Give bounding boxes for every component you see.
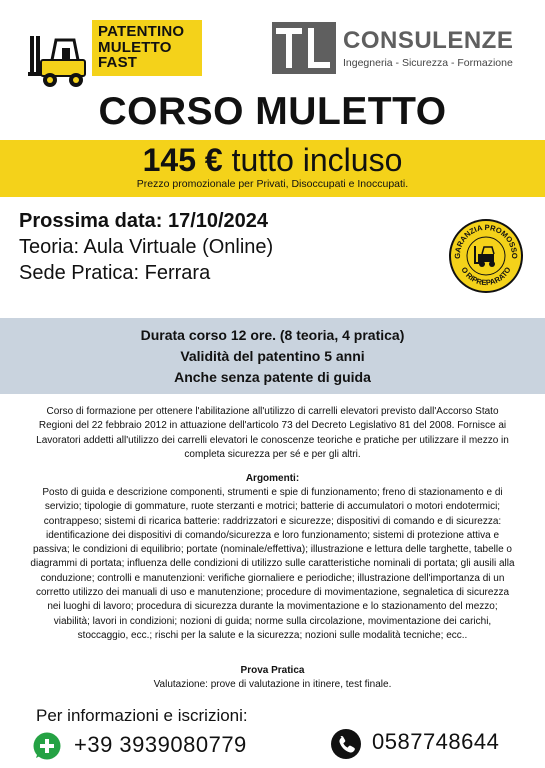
company-tagline: Ingegneria - Sicurezza - Formazione (343, 57, 513, 69)
price-subtitle: Prezzo promozionale per Privati, Disoccupati e Inoccupati. (136, 178, 409, 190)
topics-text: Posto di guida e descrizione componenti, strumenti e spie di funzionamento; freno di stazionamento e di servizio; tipologie di gommature, ruote sterzanti e motrici; batterie di accumulatori o motori endotermici; contrappeso; sistemi di ricarica batterie: raddrizzatori e sicurezze; dispositivi di comando e di sicurezza: identificazione dei dispositivi di comando/sicurezza e loro funzionamento; sistemi di protezione attiva e passiva; le condizioni di equilibrio; portate (nominale/effettiva); illustrazione e lettura delle targhette, tabelle o diagrammi di portata; influenza delle condizioni di utilizzo sulle caratteristiche nominali di portata; gli ausili alla conduzione; controlli e manutenzioni: verifiche giornaliere e periodiche; illustrazione dell'importanza di un corretto utilizzo dei manuali di uso e manutenzione; procedure di movimentazione, segnaletica di sicurezza nei luoghi di lavoro; procedura di sicurezza durante la movimentazione e lo stazionamento del mezzo; viabilità; lavori in condizioni; nozioni di guida; norme sulla circolazione, movimentazione dei carichi, stoccaggio, ecc.; rischi per la salute e la sicurezza; nozioni sulle modalità tecniche; ecc.. (30, 487, 515, 641)
practical-test-title: Prova Pratica (240, 665, 305, 676)
forklift-icon (28, 30, 98, 90)
contact-footer (0, 698, 545, 768)
practical-test-text: Valutazione: prove di valutazione in itinere, test finale. (153, 679, 392, 690)
badge-text-top: GARANZIA PROMOSSO (452, 222, 520, 259)
phone-number-link[interactable]: 0587748644 (372, 729, 500, 754)
badge-text-bottom: O RIPREPARATO (459, 265, 513, 288)
tl-monogram-icon (272, 22, 336, 74)
header (0, 0, 545, 90)
whatsapp-number-link[interactable]: +39 3939080779 (74, 732, 247, 757)
brand-line: MULETTO (98, 38, 172, 56)
price-band (0, 140, 545, 197)
page-title: CORSO MULETTO (98, 90, 447, 133)
whatsapp-icon (32, 731, 62, 761)
brand-logo-text (98, 24, 184, 71)
highlight-validity: Validità del patentino 5 anni (180, 348, 365, 364)
next-date: Prossima data: 17/10/2024 (19, 210, 269, 232)
phone-icon (330, 728, 362, 760)
brand-line: FAST (98, 54, 138, 71)
guarantee-badge (448, 218, 524, 294)
theory-location: Teoria: Aula Virtuale (Online) (19, 236, 274, 258)
course-description: Corso di formazione per ottenere l'abilitazione all'utilizzo di carrelli elevatori previsto dall'Accorso Stato Regioni del 22 febbraio 2012 in attuazione dell'articolo 73 del Decreto Legislativo 81 del 2008. Fornisce ai Lavoratori addetti all'utilizzo dei carrelli elevatori le conoscenze teoriche e pratiche per utilizzare il mezzo in completa sicurezza per sé e per gli altri. (36, 406, 509, 460)
course-info (19, 208, 273, 286)
highlights-band (0, 318, 545, 394)
price-suffix: tutto incluso (231, 142, 403, 178)
price-line (0, 140, 545, 179)
highlight-no-license: Anche senza patente di guida (174, 369, 371, 385)
highlight-duration: Durata corso 12 ore. (8 teoria, 4 pratica) (140, 327, 405, 343)
company-name: CONSULENZE (343, 27, 514, 54)
practice-location: Sede Pratica: Ferrara (19, 262, 211, 284)
price-amount: 145 € (142, 142, 223, 178)
brand-line: PATENTINO (98, 23, 185, 40)
contact-label: Per informazioni e iscrizioni: (36, 706, 248, 725)
brand-logo-box (92, 20, 202, 76)
topics-title: Argomenti: (245, 473, 300, 484)
